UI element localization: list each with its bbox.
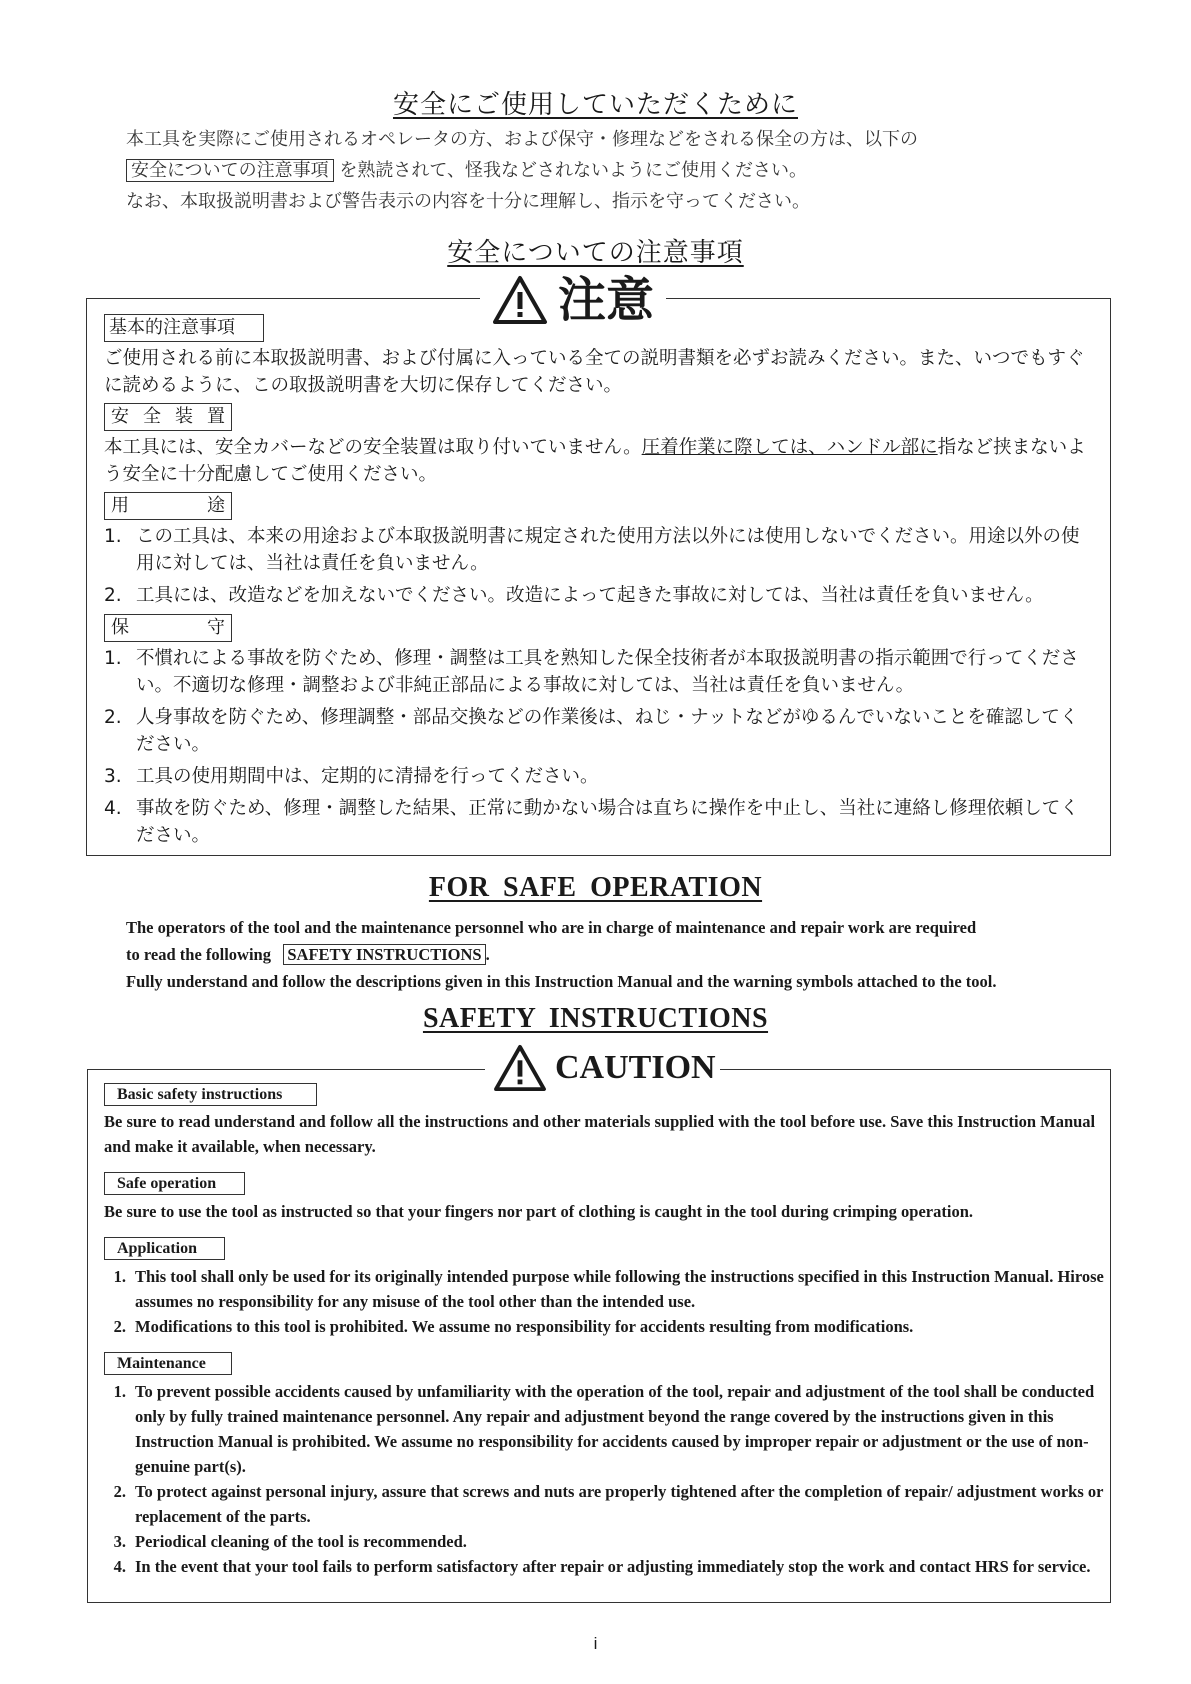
- list-item: [104, 645, 1094, 699]
- en-intro-boxed-ref: SAFETY INSTRUCTIONS: [283, 944, 485, 965]
- item-number: 2.: [104, 707, 122, 728]
- en-intro-line2: [126, 941, 1126, 968]
- jp-maintenance-char: 守: [207, 617, 225, 638]
- jp-section-title: 安全についての注意事項: [447, 238, 744, 268]
- page-number: i: [593, 1634, 598, 1653]
- item-number: 3.: [113, 1532, 126, 1551]
- jp-usage-heading: [104, 492, 232, 520]
- jp-usage-list: [104, 523, 1094, 609]
- jp-intro: [126, 124, 1086, 217]
- item-text: This tool shall only be used for its originally intended purpose while following the instructions specified in this Instruction Manual. Hirose assumes no responsibility for any misuse of the tool other than the intended use.: [135, 1267, 1104, 1311]
- list-item: [104, 704, 1094, 758]
- jp-safety-device-text-underlined: 圧着作業に際しては、ハンドル部に: [641, 437, 938, 458]
- jp-safety-device-char: 装: [175, 406, 193, 427]
- list-item: [104, 1314, 1104, 1339]
- jp-safety-device-text-b: 指など挟まないよう安全に十分配慮してご使用ください。: [104, 437, 1086, 485]
- jp-caution-body: [104, 314, 1094, 854]
- jp-maintenance-heading: [104, 614, 232, 642]
- list-item: [104, 523, 1094, 577]
- list-item: [104, 1264, 1104, 1314]
- en-intro: [126, 914, 1126, 995]
- en-safe-operation-heading: Safe operation: [104, 1172, 245, 1195]
- jp-intro-line1: 本工具を実際にご使用されるオペレータの方、および保守・修理などをされる保全の方は、以下の: [126, 129, 918, 150]
- list-item: [104, 1529, 1104, 1554]
- jp-safety-device-heading: [104, 403, 232, 431]
- jp-intro-line3: なお、本取扱説明書および警告表示の内容を十分に理解し、指示を守ってください。: [126, 191, 810, 212]
- en-intro-line3: Fully understand and follow the descriptions given in this Instruction Manual and the warning symbols attached to the tool.: [126, 972, 997, 991]
- en-caution-label: CAUTION: [555, 1049, 716, 1086]
- list-item: [104, 1554, 1104, 1579]
- jp-caution-label: 注意: [558, 272, 655, 328]
- item-text: In the event that your tool fails to perform satisfactory after repair or adjusting immediately stop the work and contact HRS for service.: [135, 1557, 1091, 1576]
- item-text: To protect against personal injury, assure that screws and nuts are properly tightened after the completion of repair/ adjustment works or replacement of the parts.: [135, 1482, 1104, 1526]
- item-text: 事故を防ぐため、修理・調整した結果、正常に動かない場合は直ちに操作を中止し、当社に連絡し修理依頼してください。: [136, 798, 1079, 846]
- en-maintenance-list: [104, 1379, 1104, 1579]
- en-section-title: SAFETY INSTRUCTIONS: [422, 1003, 769, 1034]
- en-maintenance-heading: Maintenance: [104, 1352, 232, 1375]
- jp-safety-device-text-a: 本工具には、安全カバーなどの安全装置は取り付いていません。: [104, 437, 642, 458]
- jp-safety-device-char: 置: [207, 406, 225, 427]
- en-safe-operation-text: Be sure to use the tool as instructed so that your fingers nor part of clothing is caught in the tool during crimping operation.: [104, 1202, 974, 1221]
- jp-intro-line2-text: を熟読されて、怪我などされないようにご使用ください。: [339, 160, 808, 181]
- jp-intro-line2: [126, 155, 1086, 186]
- item-number: 1.: [104, 648, 122, 669]
- jp-safety-device-char: 全: [143, 406, 161, 427]
- jp-usage-char: 途: [207, 495, 225, 516]
- item-text: To prevent possible accidents caused by unfamiliarity with the operation of the tool, repair and adjustment of the tool shall be conducted only by fully trained maintenance personnel. Any repair and adjustment beyond the range covered by the instructions given in this Instruction Manual is prohibited. We assume no responsibility for accidents caused by improper repair or adjustment or the use of non-genuine part(s).: [135, 1382, 1095, 1476]
- list-item: [104, 763, 1094, 790]
- list-item: [104, 582, 1094, 609]
- jp-intro-boxed-ref: 安全についての注意事項: [126, 159, 334, 182]
- jp-basic-text: ご使用される前に本取扱説明書、および付属に入っている全ての説明書類を必ずお読みください。また、いつでもすぐに読めるように、この取扱説明書を大切に保存してください。: [104, 348, 1085, 396]
- item-number: 1.: [113, 1382, 126, 1401]
- item-text: 不慣れによる事故を防ぐため、修理・調整は工具を熟知した保全技術者が本取扱説明書の指示範囲で行ってください。不適切な修理・調整および非純正部品による事故に対しては、当社は責任を負いません。: [136, 648, 1079, 696]
- en-page-title: FOR SAFE OPERATION: [428, 872, 763, 903]
- item-text: この工具は、本来の用途および本取扱説明書に規定された使用方法以外には使用しないでください。用途以外の使用に対しては、当社は責任を負いません。: [136, 526, 1080, 574]
- item-text: 工具の使用期間中は、定期的に清掃を行ってください。: [136, 766, 599, 787]
- en-intro-line1: The operators of the tool and the maintenance personnel who are in charge of maintenance and repair work are required: [126, 918, 977, 937]
- jp-safety-device-text: [104, 434, 1094, 488]
- list-item: [104, 1379, 1104, 1479]
- item-number: 1.: [104, 526, 122, 547]
- item-number: 1.: [113, 1267, 126, 1286]
- jp-page-title: 安全にご使用していただくために: [392, 90, 798, 120]
- item-number: 2.: [104, 585, 122, 606]
- en-basic-text: Be sure to read understand and follow all the instructions and other materials supplied with the tool before use. Save this Instruction Manual and make it available, when necessary.: [104, 1112, 1096, 1156]
- item-text: 工具には、改造などを加えないでください。改造によって起きた事故に対しては、当社は責任を負いません。: [136, 585, 1044, 606]
- jp-usage-char: 用: [111, 495, 129, 516]
- item-text: Modifications to this tool is prohibited. We assume no responsibility for accidents resulting from modifications.: [135, 1317, 914, 1336]
- item-text: Periodical cleaning of the tool is recommended.: [135, 1532, 467, 1551]
- jp-basic-heading: 基本的注意事項: [104, 314, 264, 342]
- en-application-list: [104, 1264, 1104, 1339]
- jp-maintenance-char: 保: [111, 617, 129, 638]
- en-intro-line2-suffix: .: [485, 945, 490, 964]
- en-application-heading: Application: [104, 1237, 225, 1260]
- en-intro-line2-prefix: to read the following: [126, 945, 271, 964]
- en-caution-body: [104, 1083, 1104, 1579]
- jp-safety-device-char: 安: [111, 406, 129, 427]
- item-text: 人身事故を防ぐため、修理調整・部品交換などの作業後は、ねじ・ナットなどがゆるんでいないことを確認してください。: [136, 707, 1079, 755]
- item-number: 2.: [113, 1317, 126, 1336]
- jp-maintenance-list: [104, 645, 1094, 849]
- en-basic-heading: Basic safety instructions: [104, 1083, 317, 1106]
- list-item: [104, 1479, 1104, 1529]
- item-number: 4.: [113, 1557, 126, 1576]
- item-number: 3.: [104, 766, 122, 787]
- item-number: 2.: [113, 1482, 126, 1501]
- item-number: 4.: [104, 798, 122, 819]
- list-item: [104, 795, 1094, 849]
